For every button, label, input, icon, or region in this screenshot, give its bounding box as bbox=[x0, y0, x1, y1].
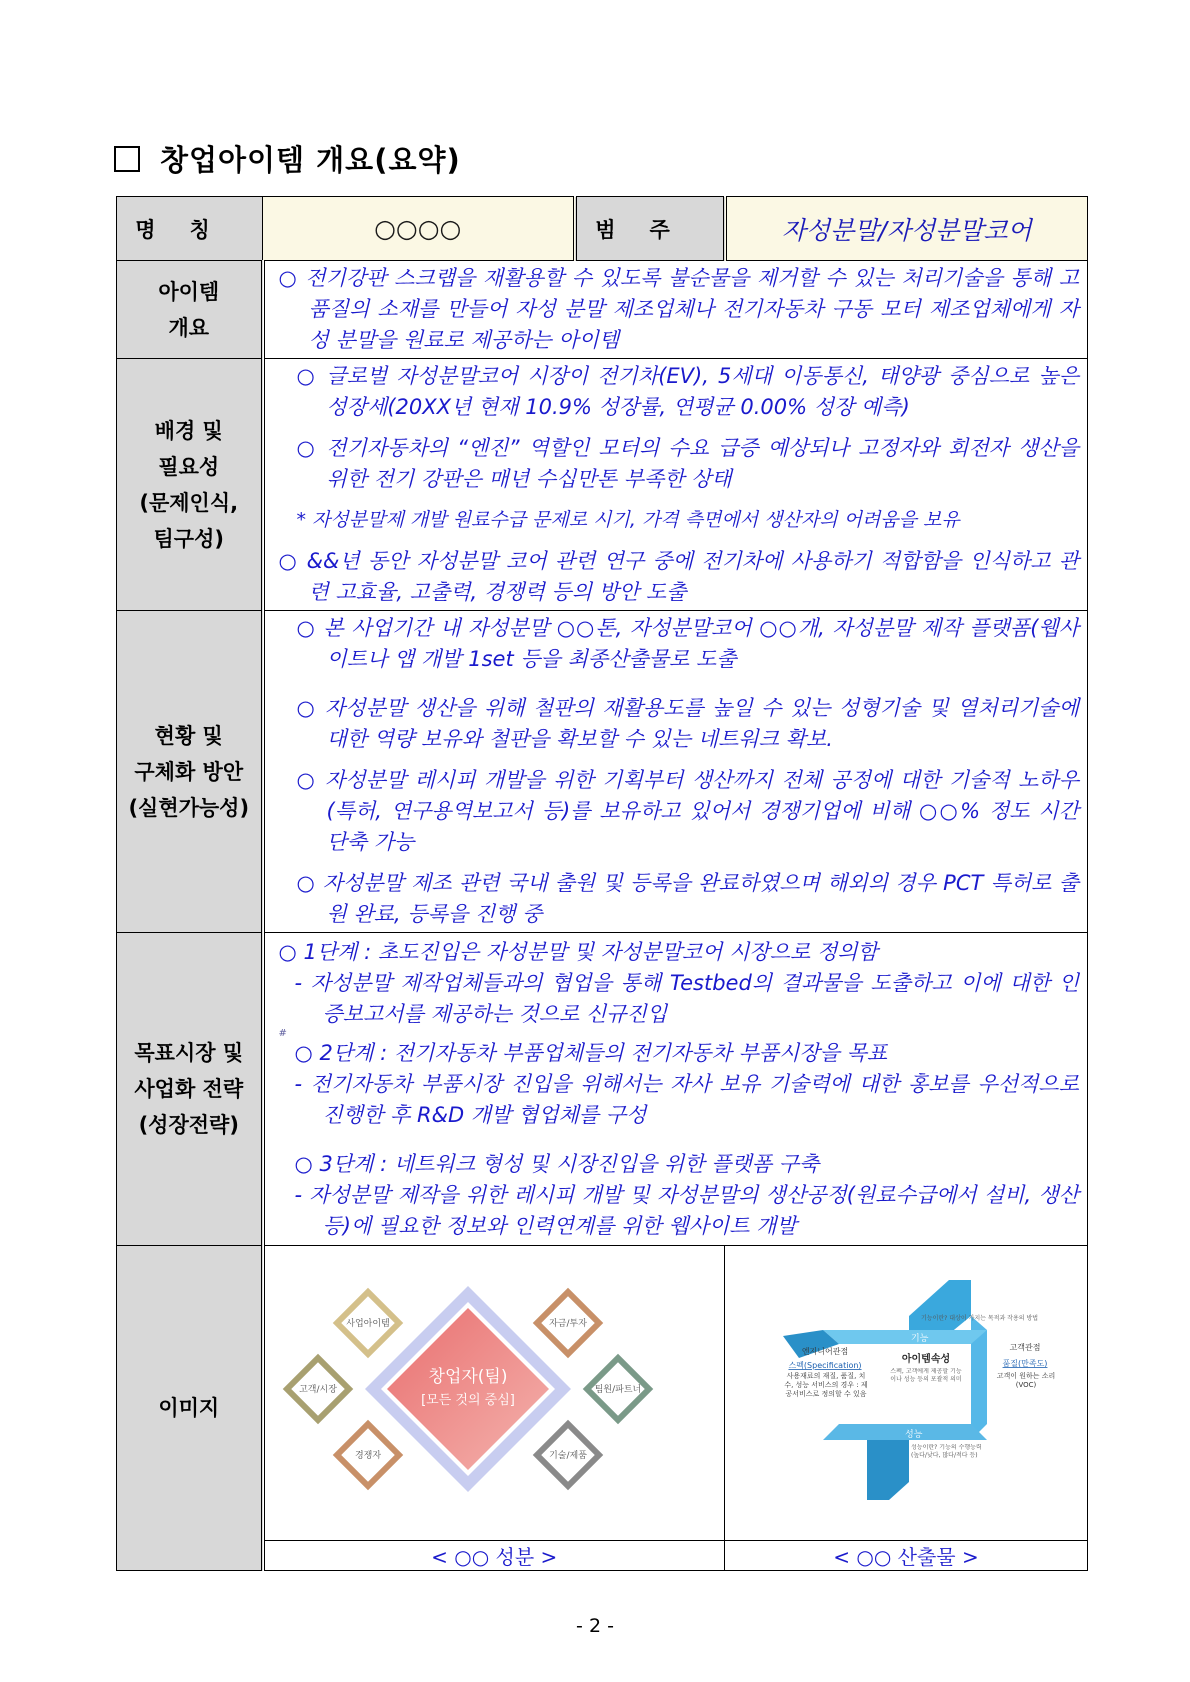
right-desc-wrap bbox=[991, 1372, 1061, 1402]
overview-content bbox=[263, 261, 1088, 359]
image-label: 이미지 bbox=[117, 1246, 263, 1571]
svg-text:자금/투자: 자금/투자 bbox=[548, 1319, 587, 1329]
checkbox-icon bbox=[114, 146, 140, 172]
node-top-left bbox=[337, 1292, 399, 1354]
node-right bbox=[587, 1358, 649, 1420]
overview-label: 아이템 개요 bbox=[117, 261, 263, 359]
list-item: ○ 글로벌 자성분말코어 시장이 전기차(EV), 5세대 이동통신, 태양광 중심으로 높은 성장세(20XX년 현재 10.9% 성장률, 연평균 0.00% 성장 예측) bbox=[296, 364, 1079, 419]
left-term: 스펙(Specification) bbox=[788, 1361, 862, 1370]
stage3: ○ 3단계 : 네트워크 형성 및 시장진입을 위한 플랫폼 구축 bbox=[294, 1151, 820, 1176]
center-title: 아이템속성 bbox=[901, 1354, 951, 1365]
svg-text:팀원/파트너: 팀원/파트너 bbox=[594, 1385, 641, 1395]
right-desc: 고객이 원하는 소리 (VOC) bbox=[996, 1372, 1056, 1389]
performance-label: 성능 bbox=[905, 1430, 923, 1440]
node-bottom-left bbox=[337, 1424, 399, 1486]
page-title bbox=[114, 138, 461, 179]
page-number: - 2 - bbox=[576, 1615, 614, 1637]
category-label: 범주 bbox=[575, 197, 725, 261]
image-row bbox=[117, 1246, 1088, 1541]
svg-text:사업아이템: 사업아이템 bbox=[345, 1319, 390, 1329]
list-item: ○ 자성분말 생산을 위해 철판의 재활용도를 높일 수 있는 성형기술 및 열처리기술에 대한 역량 보유와 철판을 확보할 수 있는 네트워크 확보. bbox=[296, 696, 1079, 751]
category-value: 자성분말/자성분말코어 bbox=[725, 197, 1088, 261]
right-term: 품질(만족도) bbox=[1002, 1359, 1048, 1368]
svg-text:고객/시장: 고객/시장 bbox=[298, 1385, 337, 1395]
bottom-note: 성능이란? 기능의 수행능력 (높다/낮다, 많다/적다 등) bbox=[911, 1444, 982, 1459]
right-title: 고객관점 bbox=[1009, 1343, 1041, 1352]
page-title-text: 창업아이템 개요(요약) bbox=[160, 143, 461, 177]
list-item: ○ 본 사업기간 내 자성분말 ○○톤, 자성분말코어 ○○개, 자성분말 제작 플랫폼(웹사이트나 앱 개발 1set 등을 최종산출물로 도출 bbox=[296, 616, 1079, 671]
top-note: 기능이란? 대상이 가지는 목적과 작용의 방법 bbox=[921, 1315, 1039, 1322]
summary-table bbox=[116, 196, 1088, 1571]
name-label: 명칭 bbox=[117, 197, 263, 261]
band-top bbox=[909, 1280, 971, 1334]
component-diagram bbox=[263, 1246, 725, 1541]
stage3-detail: - 자성분말 제작을 위한 레시피 개발 및 자성분말의 생산공정(원료수급에서 설비, 생산 등)에 필요한 정보와 인력연계를 위한 웹사이트 개발 bbox=[294, 1182, 1079, 1238]
component-diagram-svg bbox=[265, 1246, 671, 1536]
center-subtitle: [모든 것의 중심] bbox=[420, 1393, 515, 1408]
stage2-detail: - 전기자동차 부품시장 진입을 위해서는 자사 보유 기술력에 대한 홍보를 우선적으로 진행한 후 R&D 개발 협업체를 구성 bbox=[294, 1071, 1079, 1127]
background-label: 배경 및 필요성 (문제인식, 팀구성) bbox=[117, 359, 263, 611]
stage1-detail: - 자성분말 제작업체들과의 협업을 통해 Testbed의 결과물을 도출하고 이에 대한 인증보고서를 제공하는 것으로 신규진입 bbox=[294, 970, 1079, 1026]
market-row bbox=[117, 933, 1088, 1246]
header-row bbox=[117, 197, 1088, 261]
left-desc-wrap bbox=[783, 1372, 869, 1422]
list-item: ○ 전기자동차의 “엔진” 역할인 모터의 수요 급증 예상되나 고정자와 회전자 생산을 위한 전기 강판은 매년 수십만톤 부족한 상태 bbox=[296, 436, 1079, 491]
status-label: 현황 및 구체화 방안 (실현가능성) bbox=[117, 611, 263, 933]
list-item: ○ 전기강판 스크랩을 재활용할 수 있도록 불순물을 제거할 수 있는 처리기술을 통해 고품질의 소재를 만들어 자성 분말 제조업체나 전기자동차 구동 모터 제조업체에게 자성 분말을 원료로 제공하는 아이템 bbox=[278, 266, 1079, 352]
list-item: ○ 자성분말 레시피 개발을 위한 기획부터 생산까지 전체 공정에 대한 기술적 노하우(특허, 연구용역보고서 등)를 보유하고 있어서 경쟁기업에 비해 ○○% 정도 시간 단축 가능 bbox=[296, 768, 1079, 854]
right-caption: < ○○ 산출물 > bbox=[725, 1541, 1088, 1571]
caption-row bbox=[117, 1541, 1088, 1571]
band-top-bar bbox=[823, 1330, 987, 1344]
status-content bbox=[263, 611, 1088, 933]
function-label: 기능 bbox=[911, 1334, 929, 1344]
node-top-right bbox=[537, 1292, 599, 1354]
list-item: * 자성분말제 개발 원료수급 문제로 시기, 가격 측면에서 생산자의 어려움을 보유 bbox=[296, 509, 960, 531]
background-content bbox=[263, 359, 1088, 611]
status-row bbox=[117, 611, 1088, 933]
left-desc: 사용재료의 재질, 품질, 치수, 성능 서비스의 경우 : 제공서비스로 정의할 수 있음 bbox=[784, 1372, 868, 1398]
svg-text:경쟁자: 경쟁자 bbox=[354, 1451, 381, 1461]
name-value: ○○○○ bbox=[263, 197, 575, 261]
output-diagram bbox=[725, 1246, 1088, 1541]
output-diagram-svg bbox=[725, 1246, 1086, 1536]
center-desc: 스펙, 고객에게 제공할 기능이나 성능 등의 포괄적 의미 bbox=[890, 1368, 962, 1383]
center-desc-wrap bbox=[889, 1368, 963, 1416]
svg-text:기술/제품: 기술/제품 bbox=[548, 1451, 587, 1461]
market-label: 목표시장 및 사업화 전략 (성장전략) bbox=[117, 933, 263, 1246]
center-title: 창업자(팀) bbox=[428, 1367, 507, 1387]
node-bottom-right bbox=[537, 1424, 599, 1486]
overview-row bbox=[117, 261, 1088, 359]
bottom-note-wrap bbox=[911, 1444, 983, 1474]
marker: # bbox=[278, 1027, 287, 1039]
market-content bbox=[263, 933, 1088, 1246]
left-title: 엔지니어관점 bbox=[801, 1347, 849, 1356]
list-item: ○ &&년 동안 자성분말 코어 관련 연구 중에 전기차에 사용하기 적합함을 인식하고 관련 고효율, 고출력, 경쟁력 등의 방안 도출 bbox=[278, 549, 1079, 604]
stage1: ○ 1단계 : 초도진입은 자성분말 및 자성분말코어 시장으로 정의함 bbox=[278, 939, 878, 964]
center-diamond-shape bbox=[387, 1308, 549, 1470]
stage2: ○ 2단계 : 전기자동차 부품업체들의 전기자동차 부품시장을 목표 bbox=[294, 1040, 888, 1065]
background-row bbox=[117, 359, 1088, 611]
node-left bbox=[287, 1358, 349, 1420]
band-bottom bbox=[867, 1440, 909, 1500]
list-item: ○ 자성분말 제조 관련 국내 출원 및 등록을 완료하였으며 해외의 경우 PCT 특허로 출원 완료, 등록을 진행 중 bbox=[296, 871, 1079, 926]
left-caption: < ○○ 성분 > bbox=[263, 1541, 725, 1571]
